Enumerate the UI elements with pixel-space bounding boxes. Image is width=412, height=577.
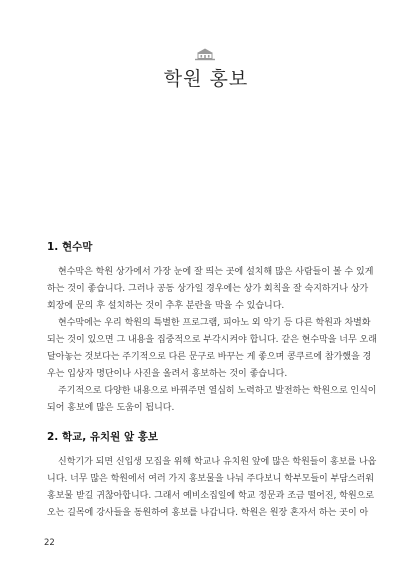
section-heading-school-front: 2. 학교, 유치원 앞 홍보 bbox=[47, 431, 159, 443]
chapter-title: 학원 홍보 bbox=[163, 68, 249, 90]
paragraph-line: 오는 길목에 강사들을 동원하여 홍보를 나갑니다. 학원은 원장 혼자서 하는 곳이 아 bbox=[47, 508, 369, 518]
paragraph-line: 신학기가 되면 신입생 모집을 위해 학교나 유치원 앞에 많은 학원들이 홍보를 나옵 bbox=[58, 457, 377, 467]
paragraph-line: 우는 입상자 명단이나 사진을 올려서 홍보하는 것이 좋습니다. bbox=[47, 369, 288, 379]
paragraph-line: 현수막에는 우리 학원의 특별한 프로그램, 피아노 외 악기 등 다른 학원과 차별화 bbox=[58, 318, 371, 328]
paragraph-line: 니다. 너무 많은 학원에서 여러 가지 홍보물을 나눠 주다보니 학부모들이 부담스러워 bbox=[47, 474, 375, 484]
school-building-icon bbox=[194, 47, 216, 61]
paragraph-line: 현수막은 학원 상가에서 가장 눈에 잘 띄는 곳에 설치해 많은 사람들이 볼 수 있게 bbox=[58, 267, 374, 277]
paragraph-line: 주기적으로 다양한 내용으로 바꿔주면 열심히 노력하고 발전하는 학원으로 인식이 bbox=[58, 386, 377, 396]
paragraph-line: 되어 홍보에 많은 도움이 됩니다. bbox=[47, 403, 175, 413]
paragraph-line: 회장에 문의 후 설치하는 것이 추후 분란을 막을 수 있습니다. bbox=[47, 301, 285, 311]
page-number: 22 bbox=[44, 538, 55, 548]
paragraph-line: 되는 것이 있으면 그 내용을 집중적으로 부각시켜야 합니다. 같은 현수막을 너무 오래 bbox=[47, 335, 377, 345]
paragraph-line: 달아놓는 것보다는 주기적으로 다른 문구로 바꾸는 게 좋으며 콩쿠르에 참가했을 경 bbox=[47, 352, 372, 362]
section-heading-banner: 1. 현수막 bbox=[47, 241, 93, 253]
paragraph-line: 홍보물 받길 귀찮아합니다. 그래서 예비소집일에 학교 정문과 조금 떨어진, 학원으로 bbox=[47, 491, 375, 501]
paragraph-line: 하는 것이 좋습니다. 그러나 공동 상가일 경우에는 상가 회칙을 잘 숙지하거나 상가 bbox=[47, 284, 369, 294]
